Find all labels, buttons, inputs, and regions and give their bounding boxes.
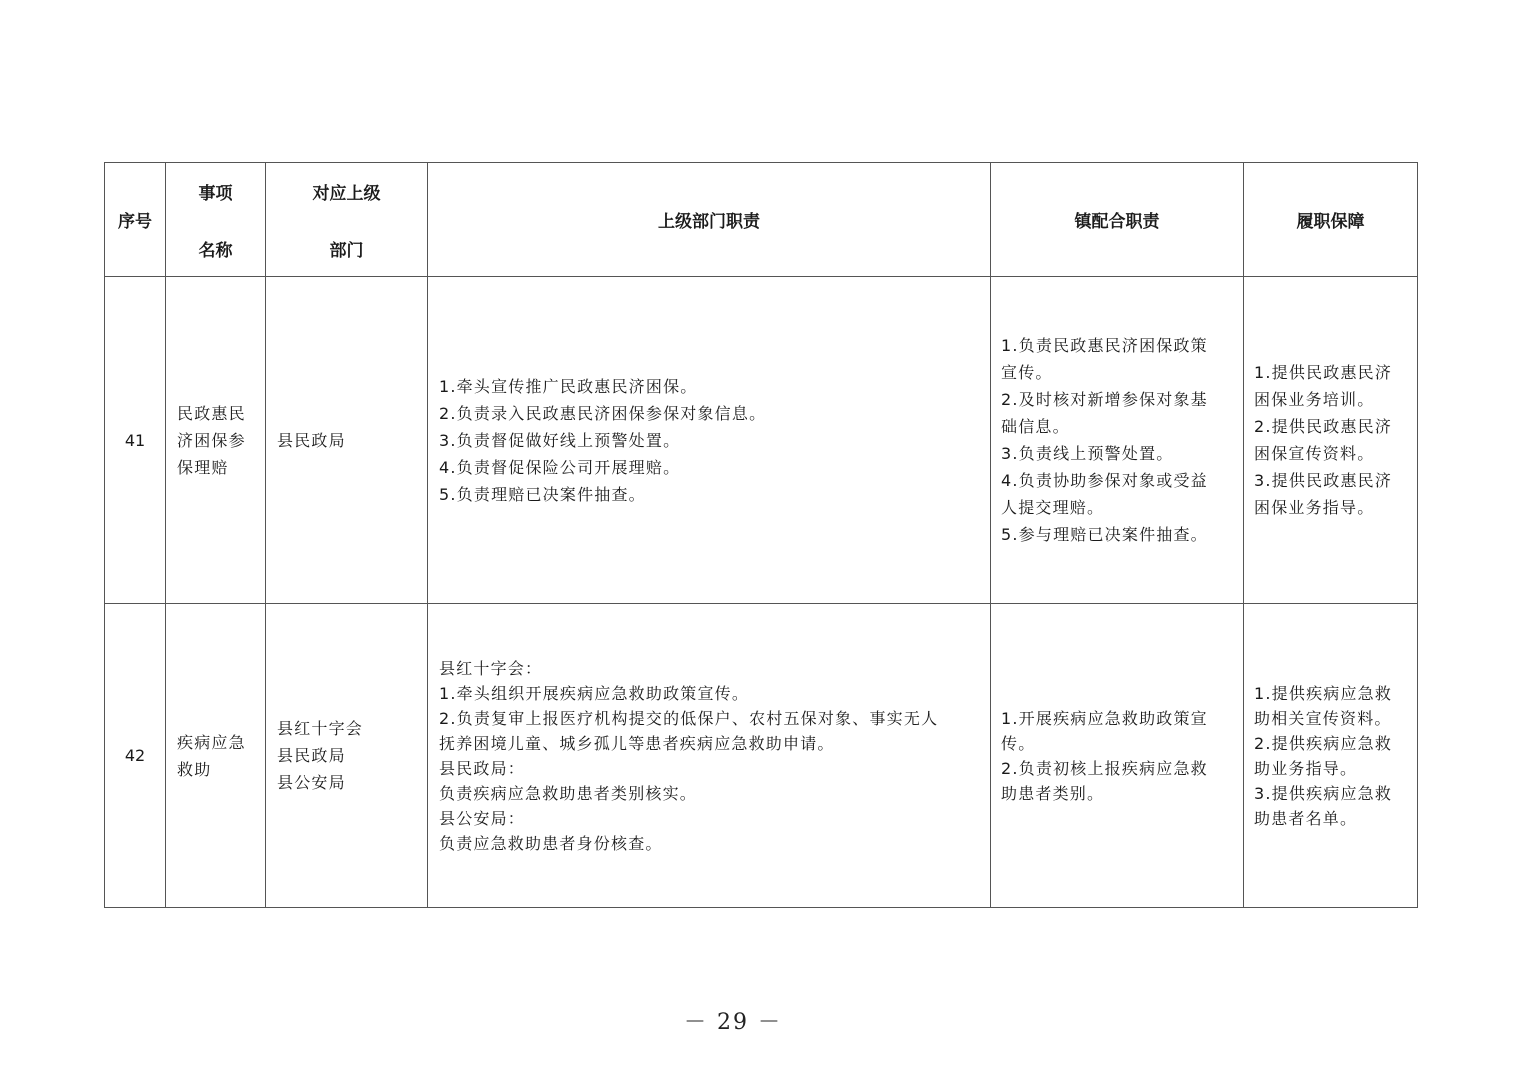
upper-duty-line: 县民政局： — [439, 758, 526, 778]
guarantee-line: 困保宣传资料。 — [1254, 444, 1375, 463]
upper-duty-line: 1.牵头宣传推广民政惠民济困保。 — [439, 376, 698, 396]
department-line: 县民政局 — [277, 430, 346, 450]
town-duty-line: 人提交理赔。 — [1001, 498, 1105, 517]
upper-duty-line: 3.负责督促做好线上预警处置。 — [439, 430, 681, 450]
row-index: 41 — [105, 277, 166, 604]
department-line: 县红十字会 — [277, 719, 364, 738]
town-duty-line: 5.参与理赔已决案件抽查。 — [1001, 525, 1208, 544]
department-line: 县公安局 — [277, 773, 346, 792]
upper-duty-line: 5.负责理赔已决案件抽查。 — [439, 484, 646, 504]
table-row — [105, 604, 1418, 908]
town-duty-line: 3.负责线上预警处置。 — [1001, 444, 1174, 463]
item-name-line: 济困保参 — [177, 430, 246, 450]
header-town-duty: 镇配合职责 — [991, 163, 1244, 277]
guarantee-line: 1.提供疾病应急救 — [1254, 683, 1393, 703]
guarantee-line: 助业务指导。 — [1254, 758, 1358, 778]
duty-table — [104, 162, 1418, 908]
town-duty-cell — [991, 604, 1244, 908]
upper-duty-cell — [428, 277, 991, 604]
guarantee-line: 困保业务指导。 — [1254, 498, 1375, 517]
upper-duty-line: 负责应急救助患者身份核查。 — [439, 833, 663, 853]
upper-duty-line: 负责疾病应急救助患者类别核实。 — [439, 783, 698, 803]
town-duty-line: 宣传。 — [1001, 363, 1053, 382]
header-item-name-line1: 事项 — [198, 183, 233, 204]
upper-duty-line: 县红十字会： — [439, 658, 543, 678]
guarantee-line: 3.提供民政惠民济 — [1254, 471, 1393, 490]
guarantee-cell — [1244, 604, 1418, 908]
item-name-line: 保理赔 — [177, 457, 229, 477]
item-name-line: 民政惠民 — [177, 403, 246, 423]
town-duty-line: 4.负责协助参保对象或受益 — [1001, 471, 1208, 490]
header-guarantee: 履职保障 — [1244, 163, 1418, 277]
guarantee-line: 困保业务培训。 — [1254, 390, 1375, 409]
town-duty-line: 传。 — [1001, 733, 1036, 753]
upper-duty-line: 4.负责督促保险公司开展理赔。 — [439, 457, 681, 477]
town-duty-line: 1.开展疾病应急救助政策宣 — [1001, 708, 1208, 728]
upper-duty-line: 2.负责复审上报医疗机构提交的低保户、农村五保对象、事实无人 — [439, 708, 939, 728]
guarantee-line: 2.提供民政惠民济 — [1254, 417, 1393, 436]
upper-duty-line: 县公安局： — [439, 808, 526, 828]
upper-duty-cell — [428, 604, 991, 908]
item-name-line: 疾病应急 — [177, 732, 246, 752]
guarantee-cell — [1244, 277, 1418, 604]
town-duty-line: 1.负责民政惠民济困保政策 — [1001, 336, 1208, 355]
header-item-name-line2: 名称 — [198, 240, 233, 261]
town-duty-line: 助患者类别。 — [1001, 783, 1105, 803]
header-department-line1: 对应上级 — [312, 183, 381, 204]
department-cell — [266, 277, 428, 604]
page-number: － 29 － — [684, 1010, 782, 1035]
row-index: 42 — [105, 604, 166, 908]
department-cell — [266, 604, 428, 908]
guarantee-line: 助患者名单。 — [1254, 808, 1358, 828]
table-row — [105, 277, 1418, 604]
guarantee-line: 3.提供疾病应急救 — [1254, 783, 1393, 803]
header-index: 序号 — [105, 163, 166, 277]
guarantee-line: 1.提供民政惠民济 — [1254, 363, 1393, 382]
upper-duty-line: 2.负责录入民政惠民济困保参保对象信息。 — [439, 403, 767, 423]
header-item-name — [166, 163, 266, 277]
header-upper-duty: 上级部门职责 — [428, 163, 991, 277]
town-duty-line: 2.负责初核上报疾病应急救 — [1001, 758, 1208, 778]
town-duty-cell — [991, 277, 1244, 604]
upper-duty-line: 1.牵头组织开展疾病应急救助政策宣传。 — [439, 683, 750, 703]
item-name-cell — [166, 277, 266, 604]
item-name-cell — [166, 604, 266, 908]
guarantee-line: 助相关宣传资料。 — [1254, 708, 1392, 728]
header-department — [266, 163, 428, 277]
department-line: 县民政局 — [277, 746, 346, 765]
town-duty-line: 础信息。 — [1001, 417, 1070, 436]
item-name-line: 救助 — [177, 759, 212, 779]
guarantee-line: 2.提供疾病应急救 — [1254, 733, 1393, 753]
town-duty-line: 2.及时核对新增参保对象基 — [1001, 390, 1208, 409]
table-header-row — [105, 163, 1418, 277]
upper-duty-line: 抚养困境儿童、城乡孤儿等患者疾病应急救助申请。 — [439, 733, 835, 753]
header-department-line2: 部门 — [329, 240, 364, 261]
